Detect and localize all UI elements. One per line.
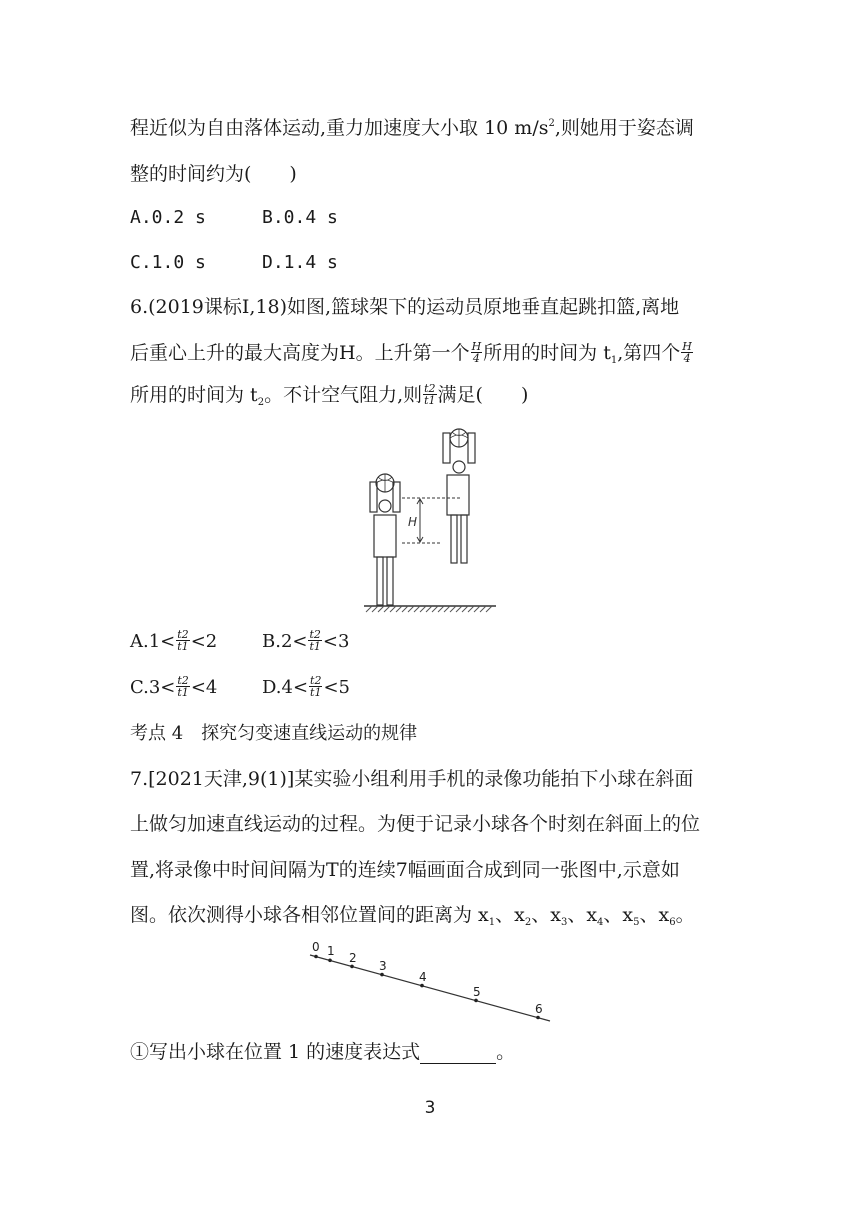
option-prefix: C.3< <box>130 677 176 698</box>
basketball-jump-figure <box>360 420 500 616</box>
fraction-denominator: t1 <box>177 685 189 699</box>
q7-subquestion-1-end: 。 <box>496 1041 516 1063</box>
subscript: 4 <box>597 917 604 928</box>
q6-line-1: 6.(2019课标Ⅰ,18)如图,篮球架下的运动员原地垂直起跳扣篮,离地 <box>130 296 680 318</box>
q5-option-c: C.1.0 s <box>130 252 206 273</box>
position-label-6: 6 <box>535 1002 543 1016</box>
subscript: 6 <box>669 917 676 928</box>
player-standing <box>370 474 400 605</box>
q5-option-d: D.1.4 s <box>262 252 338 273</box>
option-prefix: B.2< <box>262 631 308 652</box>
q7-line-3: 置,将录像中时间间隔为T的连续7幅画面合成到同一张图中,示意如 <box>130 859 680 881</box>
q6-option-d <box>262 673 351 700</box>
separator: 、x <box>567 904 598 926</box>
incline-positions-figure <box>300 935 560 1030</box>
separator: 、x <box>495 904 525 926</box>
fraction-t2-over-t1 <box>308 629 321 652</box>
q5-line-1-b: ,则她用于姿态调 <box>554 117 694 139</box>
section-heading: 考点 4 探究匀变速直线运动的规律 <box>130 723 418 744</box>
separator: 。 <box>675 904 695 926</box>
fraction-numerator: t2 <box>177 673 189 687</box>
fraction-h-over-4 <box>471 341 483 364</box>
q5-line-2: 整的时间约为( ) <box>130 163 297 185</box>
q7-line-1: 7.[2021天津,9(1)]某实验小组利用手机的录像功能拍下小球在斜面 <box>130 768 694 790</box>
q6-line-2-b: 所用的时间为 t <box>483 342 611 364</box>
fraction-t2-over-t1 <box>176 675 189 698</box>
separator: 、x <box>639 904 670 926</box>
position-label-1: 1 <box>327 944 335 958</box>
fraction-h-over-4 <box>681 341 693 364</box>
q5-option-a: A.0.2 s <box>130 207 206 228</box>
fraction-t2-over-t1 <box>423 383 436 406</box>
option-suffix: <4 <box>190 677 218 698</box>
answer-blank[interactable] <box>420 1045 496 1064</box>
q7-line-4 <box>130 903 695 931</box>
q6-option-c <box>130 673 218 700</box>
option-suffix: <5 <box>323 677 351 698</box>
fraction-denominator: t1 <box>309 639 321 653</box>
q6-option-b <box>262 627 350 654</box>
q6-line-2-c: ,第四个 <box>617 342 681 364</box>
q6-line-3 <box>130 383 528 411</box>
fraction-t2-over-t1 <box>309 675 322 698</box>
position-label-5: 5 <box>473 985 481 999</box>
fraction-denominator: t1 <box>424 393 436 407</box>
subscript: 5 <box>633 917 640 928</box>
fraction-numerator: t2 <box>424 381 436 395</box>
separator: 、x <box>531 904 561 926</box>
q6-line-2-a: 后重心上升的最大高度为H。上升第一个 <box>130 342 470 364</box>
position-label-2: 2 <box>349 951 357 965</box>
fraction-denominator: t1 <box>310 685 322 699</box>
subscript: 1 <box>610 355 618 366</box>
fraction-t2-over-t1 <box>176 629 189 652</box>
incline-line <box>310 955 550 1021</box>
q6-option-a <box>130 627 218 654</box>
q5-option-b: B.0.4 s <box>262 207 338 228</box>
q7-line-4-a: 图。依次测得小球各相邻位置间的距离为 x <box>130 904 489 926</box>
q6-line-3-b: 。不计空气阻力,则 <box>264 384 423 406</box>
option-prefix: D.4< <box>262 677 309 698</box>
fraction-denominator: 4 <box>683 351 691 365</box>
player-jumping <box>443 429 475 563</box>
separator: 、x <box>603 904 634 926</box>
fraction-numerator: t2 <box>177 627 189 641</box>
fraction-numerator: t2 <box>310 673 322 687</box>
q6-line-3-c: 满足( ) <box>437 384 529 406</box>
ground-hatch <box>366 606 492 612</box>
fraction-numerator: H <box>471 339 482 353</box>
q7-subquestion-1-text: ①写出小球在位置 1 的速度表达式 <box>130 1041 421 1063</box>
subscript: 2 <box>524 917 532 928</box>
position-label-4: 4 <box>419 970 427 984</box>
q7-line-2: 上做匀加速直线运动的过程。为便于记录小球各个时刻在斜面上的位 <box>130 813 701 835</box>
q6-line-3-a: 所用的时间为 t <box>130 384 258 406</box>
option-suffix: <2 <box>190 631 218 652</box>
q5-line-1-sup: 2 <box>548 118 555 129</box>
subscript: 1 <box>488 917 496 928</box>
q5-line-1-a: 程近似为自由落体运动,重力加速度大小取 10 m/s <box>130 117 549 139</box>
fraction-denominator: 4 <box>472 351 480 365</box>
fraction-denominator: t1 <box>177 639 189 653</box>
page-number: 3 <box>424 1098 436 1118</box>
fraction-numerator: H <box>682 339 692 353</box>
height-label: H <box>408 515 418 529</box>
fraction-numerator: t2 <box>309 627 321 641</box>
q6-line-2 <box>130 341 694 369</box>
q7-subquestion-1 <box>130 1040 515 1064</box>
option-prefix: A.1< <box>130 631 176 652</box>
q5-line-1 <box>130 116 694 144</box>
position-label-3: 3 <box>379 959 387 973</box>
subscript: 3 <box>560 917 568 928</box>
option-suffix: <3 <box>322 631 350 652</box>
subscript: 2 <box>257 397 265 408</box>
position-label-0: 0 <box>312 940 320 954</box>
